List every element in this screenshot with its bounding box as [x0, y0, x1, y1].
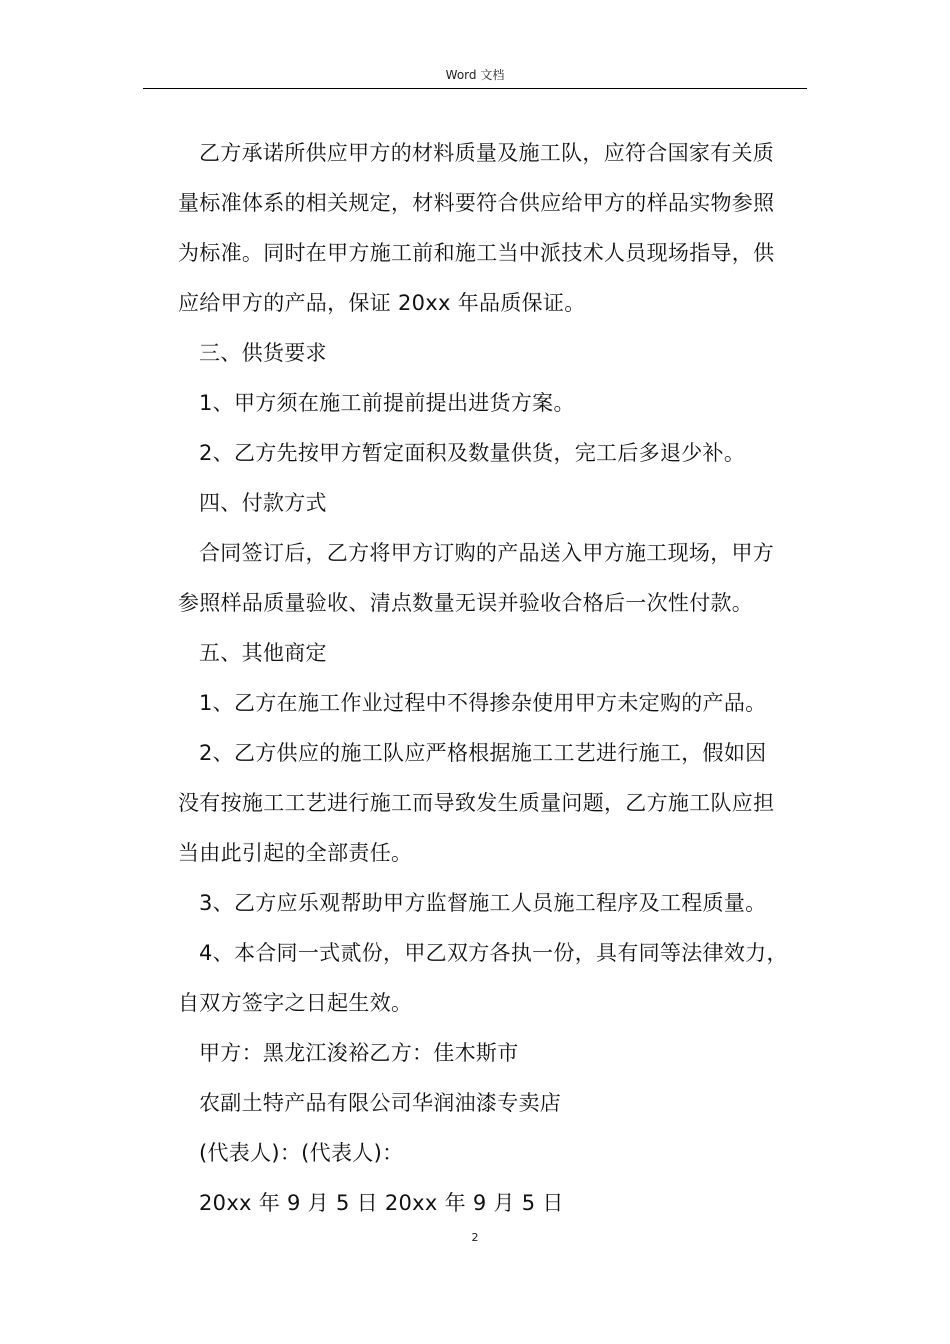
body-line: 参照样品质量验收、清点数量无误并验收合格后一次性付款。	[178, 591, 754, 615]
body-line: 自双方签字之日起生效。	[178, 991, 413, 1015]
signature-company-line: 农副土特产品有限公司华润油漆专卖店	[199, 1091, 562, 1115]
list-item: 1、甲方须在施工前提前提出进货方案。	[199, 391, 575, 415]
list-item: 1、乙方在施工作业过程中不得掺杂使用甲方未定购的产品。	[199, 691, 767, 715]
section-heading: 五、其他商定	[199, 641, 327, 665]
body-line: 应给甲方的产品，保证 20xx 年品质保证。	[178, 291, 586, 315]
list-item: 2、乙方先按甲方暂定面积及数量供货，完工后多退少补。	[199, 441, 746, 465]
body-line: 量标准体系的相关规定，材料要符合供应给甲方的样品实物参照	[178, 191, 775, 215]
body-line: 为标准。同时在甲方施工前和施工当中派技术人员现场指导，供	[178, 241, 775, 265]
signature-representative-line: (代表人)：(代表人)：	[199, 1141, 404, 1165]
list-item: 3、乙方应乐观帮助甲方监督施工人员施工程序及工程质量。	[199, 891, 767, 915]
signature-date-line: 20xx 年 9 月 5 日 20xx 年 9 月 5 日	[199, 1191, 564, 1215]
section-heading: 三、供货要求	[199, 341, 327, 365]
body-line: 没有按施工工艺进行施工而导致发生质量问题，乙方施工队应担	[178, 791, 775, 815]
header-title: Word 文档	[445, 68, 505, 82]
body-line: 乙方承诺所供应甲方的材料质量及施工队，应符合国家有关质	[199, 141, 775, 165]
page-number: 2	[471, 1231, 479, 1244]
document-body	[178, 128, 806, 1228]
body-line: 当由此引起的全部责任。	[178, 841, 413, 865]
list-item: 4、本合同一式贰份，甲乙双方各执一份，具有同等法律效力，	[199, 941, 788, 965]
section-heading: 四、付款方式	[199, 491, 327, 515]
list-item: 2、乙方供应的施工队应严格根据施工工艺进行施工，假如因	[199, 741, 767, 765]
signature-party-line: 甲方：黑龙江浚裕乙方：佳木斯市	[199, 1041, 519, 1065]
body-line: 合同签订后，乙方将甲方订购的产品送入甲方施工现场，甲方	[199, 541, 775, 565]
page-header	[143, 64, 807, 89]
